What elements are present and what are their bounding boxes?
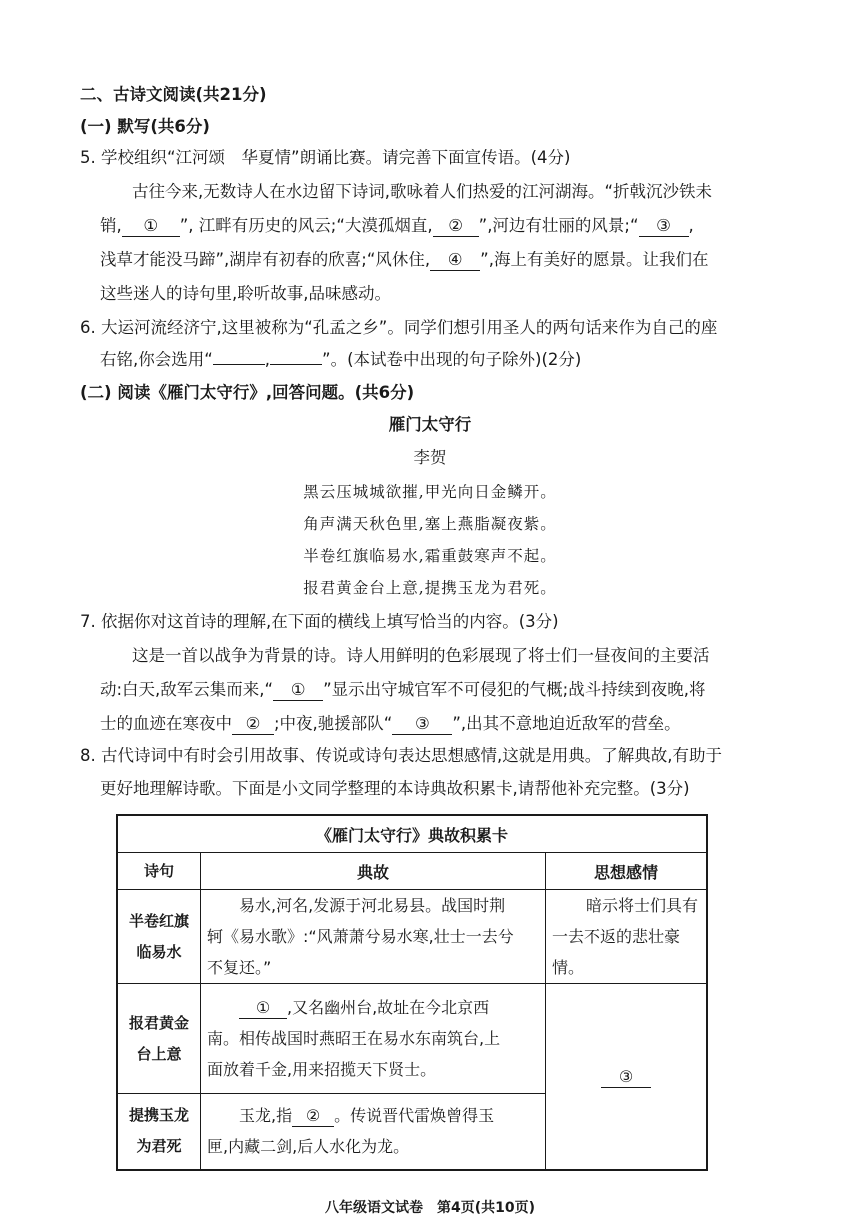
text-fragment: 浅草才能没马蹄”,湖岸有初春的欣喜;“风休住, (100, 250, 431, 269)
allusion-text: 玉龙,指 (239, 1106, 293, 1126)
allusion-text: 不复还。” (207, 958, 272, 977)
blank-3: ③ (639, 216, 689, 237)
blank-3: ③ (601, 1067, 651, 1088)
q5-text-line-1: 古往今来,无数诗人在水边留下诗词,歌咏着人们热爱的江河湖海。“折戟沉沙铁未 (132, 182, 713, 201)
verse-cell-3 (117, 1094, 201, 1170)
text-fragment: ”, 江畔有历史的风云;“大漠孤烟直, (179, 216, 433, 235)
poem-line-1: 黑云压城城欲摧,甲光向日金鳞开。 (303, 483, 557, 501)
verse-text: 临易水 (136, 942, 182, 961)
text-fragment: ”,海上有美好的愿景。让我们在 (480, 250, 709, 269)
verse-text: 台上意 (136, 1044, 182, 1063)
blank-2: ② (292, 1106, 334, 1127)
allusion-card-table (116, 814, 708, 1171)
text-fragment: 右铭,你会选用“ (100, 350, 213, 369)
verse-text: 报君黄金 (128, 1013, 189, 1032)
blank-1: ① (122, 216, 180, 237)
text-fragment: ”。(本试卷中出现的句子除外)(2分) (322, 350, 582, 369)
text-fragment: , (264, 350, 271, 369)
blank-answer-1 (213, 364, 265, 365)
allusion-text: 面放着千金,用来招揽天下贤士。 (207, 1060, 437, 1079)
text-fragment: 动:白天,敌军云集而来,“ (100, 680, 274, 699)
poem-line-3: 半卷红旗临易水,霜重鼓寒声不起。 (303, 547, 557, 565)
blank-4: ④ (430, 250, 480, 271)
poem-title: 雁门太守行 (388, 415, 472, 434)
emotion-cell-2 (546, 984, 708, 1170)
header-emotion: 思想感情 (546, 853, 708, 890)
q7-prompt: 7. 依据你对这首诗的理解,在下面的横线上填写恰当的内容。(3分) (80, 612, 559, 631)
blank-answer-2 (270, 364, 322, 365)
header-verse: 诗句 (117, 853, 201, 890)
allusion-text: 匣,内藏二剑,后人水化为龙。 (207, 1137, 410, 1157)
q7-line-1: 这是一首以战争为背景的诗。诗人用鲜明的色彩展现了将士们一昼夜间的主要活 (132, 646, 710, 665)
verse-text: 半卷红旗 (128, 911, 189, 930)
emotion-cell-1 (546, 890, 708, 984)
allusion-text: 易水,河名,发源于河北易县。战国时荆 (239, 896, 506, 915)
verse-text: 为君死 (136, 1137, 182, 1156)
blank-1: ① (273, 680, 323, 701)
q5-prompt: 5. 学校组织“江河颂 华夏情”朗诵比赛。请完善下面宣传语。(4分) (80, 148, 571, 167)
page-footer: 八年级语文试卷 第4页(共10页) (324, 1200, 536, 1216)
text-fragment: 销, (100, 216, 122, 235)
poem-line-4: 报君黄金台上意,提携玉龙为君死。 (303, 579, 557, 597)
q8-line-2: 更好地理解诗歌。下面是小文同学整理的本诗典故积累卡,请帮他补充完整。(3分) (100, 779, 690, 798)
allusion-text: 轲《易水歌》:“风萧萧兮易水寒,壮士一去兮 (207, 927, 514, 946)
q8-line-1: 8. 古代诗词中有时会引用故事、传说或诗句表达思想感情,这就是用典。了解典故,有助于 (80, 746, 722, 765)
poem-author: 李贺 (413, 448, 447, 467)
verse-cell-2 (117, 984, 201, 1094)
part1-title: (一) 默写(共6分) (80, 117, 210, 136)
blank-2: ② (232, 714, 274, 735)
q6-line-2 (100, 348, 581, 372)
text-fragment: ”,河边有壮丽的风景;“ (478, 216, 639, 235)
verse-cell-1 (117, 890, 201, 984)
allusion-cell-2 (201, 984, 546, 1094)
text-fragment: ;中夜,驰援部队“ (274, 714, 393, 733)
verse-text: 提携玉龙 (128, 1106, 189, 1125)
q6-line-1: 6. 大运河流经济宁,这里被称为“孔孟之乡”。同学们想引用圣人的两句话来作为自己的座 (80, 318, 718, 337)
text-fragment: 士的血迹在寒夜中 (100, 714, 232, 733)
q5-text-line-2 (100, 214, 694, 238)
section-title: 二、古诗文阅读(共21分) (80, 85, 267, 104)
card-caption: 《雁门太守行》典故积累卡 (117, 815, 707, 853)
q5-text-line-4: 这些迷人的诗句里,聆听故事,品味感动。 (100, 284, 391, 303)
q7-line-3 (100, 712, 681, 736)
part2-title: (二) 阅读《雁门太守行》,回答问题。(共6分) (80, 383, 415, 402)
header-allusion: 典故 (201, 853, 546, 890)
text-fragment: ”显示出守城官军不可侵犯的气概;战斗持续到夜晚,将 (323, 680, 706, 699)
poem-line-2: 角声满天秋色里,塞上燕脂凝夜紫。 (303, 515, 557, 533)
allusion-cell-1 (201, 890, 546, 984)
allusion-text: 南。相传战国时燕昭王在易水东南筑台,上 (207, 1029, 501, 1048)
text-fragment: ”,出其不意地迫近敌军的营垒。 (452, 714, 681, 733)
blank-1: ① (239, 998, 287, 1019)
allusion-text: 。传说晋代雷焕曾得玉 (334, 1106, 495, 1126)
allusion-cell-3 (201, 1094, 546, 1170)
emotion-text: 一去不返的悲壮豪情。 (552, 927, 681, 977)
q7-line-2 (100, 678, 705, 702)
blank-2: ② (433, 216, 479, 237)
emotion-text: 暗示将士们具有 (586, 896, 699, 915)
text-fragment: , (688, 216, 694, 235)
q5-text-line-3 (100, 248, 708, 272)
allusion-text: ,又名幽州台,故址在今北京西 (287, 998, 490, 1017)
blank-3: ③ (392, 714, 452, 735)
